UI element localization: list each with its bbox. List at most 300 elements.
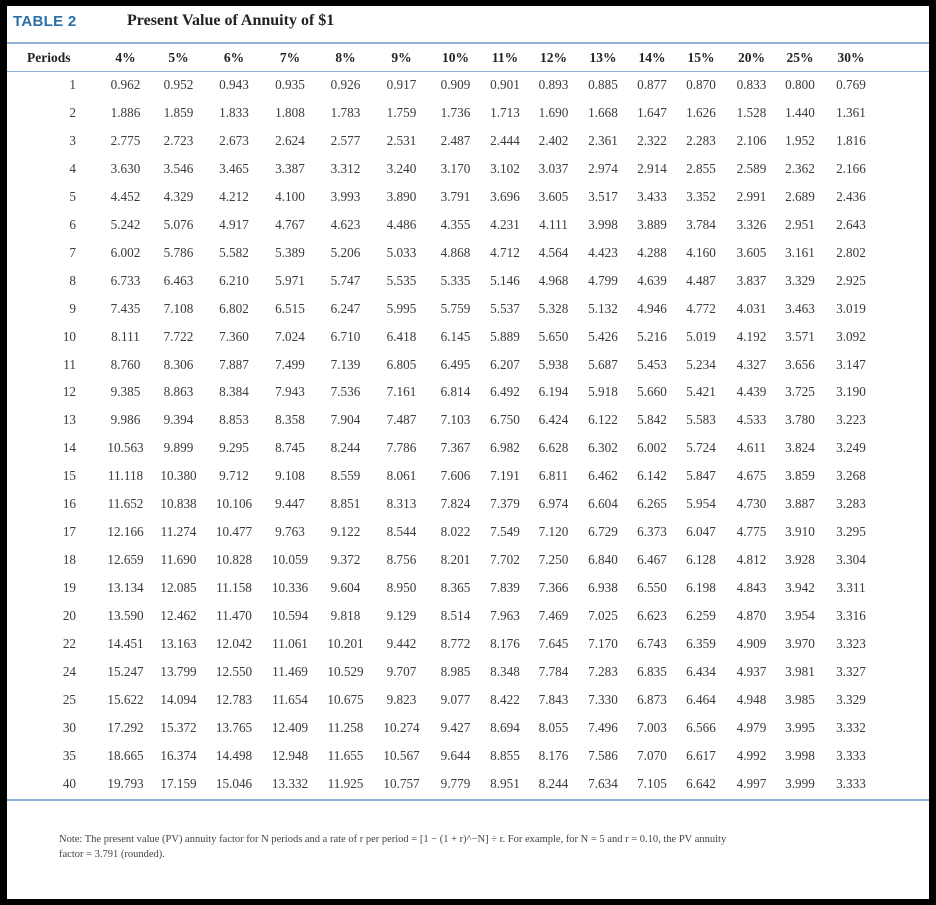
factor-cell: 4.992 [736, 747, 767, 763]
factor-cell: 11.925 [327, 775, 364, 791]
factor-cell: 6.142 [637, 468, 667, 484]
factor-cell: 7.360 [219, 328, 249, 344]
factor-cell: 6.642 [686, 775, 716, 791]
factor-cell: 12.085 [160, 580, 197, 596]
factor-cell: 2.723 [163, 132, 194, 148]
factor-cell: 6.122 [588, 412, 618, 428]
factor-cell: 3.605 [736, 244, 767, 260]
factor-cell: 12.166 [107, 524, 144, 540]
factor-cell: 2.643 [836, 216, 866, 232]
table-row [7, 351, 879, 379]
factor-cell: 4.231 [490, 216, 520, 232]
factor-cell: 5.146 [490, 272, 520, 288]
factor-cell: 5.889 [490, 328, 520, 344]
column-header-rate: 14% [638, 49, 666, 65]
factor-cell: 4.611 [736, 440, 767, 456]
factor-cell: 4.767 [275, 216, 305, 232]
factor-cell: 3.352 [686, 188, 716, 204]
factor-cell: 12.462 [160, 608, 197, 624]
factor-cell: 9.763 [275, 524, 305, 540]
factor-cell: 2.951 [785, 216, 815, 232]
bottom-rule [7, 799, 929, 801]
factor-cell: 7.536 [330, 384, 361, 400]
factor-cell: 3.630 [110, 160, 141, 176]
factor-cell: 0.943 [219, 76, 249, 92]
factor-cell: 6.145 [440, 328, 471, 344]
column-header-rate: 20% [738, 49, 765, 65]
factor-cell: 7.702 [490, 552, 520, 568]
factor-cell: 5.759 [440, 300, 471, 316]
factor-cell: 7.606 [440, 468, 471, 484]
factor-cell: 9.077 [440, 691, 471, 707]
factor-cell: 1.859 [163, 104, 194, 120]
factor-cell: 1.808 [275, 104, 305, 120]
factor-cell: 4.772 [686, 300, 716, 316]
factor-cell: 0.952 [163, 76, 194, 92]
table-row [7, 490, 879, 518]
factor-cell: 5.660 [637, 384, 667, 400]
factor-cell: 3.316 [836, 608, 866, 624]
factor-cell: 7.963 [490, 608, 520, 624]
column-header-rate: 12% [540, 49, 567, 65]
factor-cell: 6.002 [110, 244, 141, 260]
factor-cell: 1.952 [785, 132, 815, 148]
factor-cell: 12.042 [215, 636, 253, 652]
factor-cell: 1.626 [686, 104, 716, 120]
column-header-rate: 15% [687, 49, 715, 65]
factor-cell: 9.108 [275, 468, 305, 484]
factor-cell: 6.373 [637, 524, 667, 540]
factor-cell: 11.061 [272, 636, 308, 652]
factor-cell: 5.206 [330, 244, 361, 260]
factor-cell: 4.486 [386, 216, 417, 232]
factor-cell: 8.306 [163, 356, 194, 372]
factor-cell: 11.118 [107, 468, 144, 484]
factor-cell: 8.559 [330, 468, 361, 484]
factor-cell: 6.628 [538, 440, 569, 456]
factor-cell: 1.361 [836, 104, 866, 120]
factor-cell: 3.295 [836, 524, 866, 540]
factor-cell: 4.160 [686, 244, 716, 260]
factor-cell: 5.918 [588, 384, 618, 400]
factor-cell: 9.823 [386, 691, 417, 707]
factor-cell: 3.889 [637, 216, 667, 232]
factor-cell: 14.498 [215, 747, 253, 763]
table-row [7, 658, 879, 686]
factor-cell: 5.453 [637, 356, 667, 372]
factor-cell: 8.313 [386, 496, 417, 512]
factor-cell: 7.103 [440, 412, 471, 428]
factor-cell: 3.312 [330, 160, 361, 176]
factor-cell: 2.166 [836, 160, 866, 176]
footnote-line-2: factor = 3.791 (rounded). [59, 849, 165, 860]
factor-cell: 5.724 [686, 440, 716, 456]
factor-cell: 4.946 [637, 300, 667, 316]
period-cell: 10 [62, 328, 76, 344]
factor-cell: 8.422 [490, 691, 520, 707]
factor-cell: 4.917 [219, 216, 249, 232]
factor-cell: 8.855 [490, 747, 520, 763]
factor-cell: 3.387 [275, 160, 305, 176]
factor-cell: 8.244 [330, 440, 361, 456]
factor-cell: 5.426 [588, 328, 618, 344]
factor-cell: 3.859 [785, 468, 815, 484]
factor-cell: 2.802 [836, 244, 866, 260]
factor-cell: 2.624 [275, 132, 305, 148]
table-row [7, 434, 879, 462]
factor-cell: 15.622 [107, 691, 144, 707]
factor-cell: 2.362 [785, 160, 815, 176]
period-cell: 30 [62, 719, 76, 735]
factor-cell: 5.335 [440, 272, 471, 288]
factor-cell: 19.793 [107, 775, 144, 791]
factor-cell: 4.730 [736, 496, 767, 512]
factor-cell: 2.106 [736, 132, 767, 148]
factor-cell: 9.427 [440, 719, 471, 735]
factor-cell: 5.847 [686, 468, 716, 484]
factor-cell: 3.998 [785, 747, 815, 763]
factor-cell: 4.979 [736, 719, 767, 735]
factor-cell: 7.469 [538, 608, 569, 624]
factor-cell: 6.467 [637, 552, 667, 568]
factor-cell: 4.712 [490, 244, 520, 260]
factor-cell: 7.496 [588, 719, 618, 735]
factor-cell: 3.998 [588, 216, 618, 232]
factor-cell: 11.470 [216, 608, 252, 624]
factor-cell: 3.993 [330, 188, 361, 204]
factor-cell: 4.564 [538, 244, 569, 260]
table-row [7, 239, 879, 267]
factor-cell: 2.689 [785, 188, 815, 204]
table-row [7, 155, 879, 183]
factor-cell: 5.389 [275, 244, 305, 260]
factor-cell: 0.935 [275, 76, 305, 92]
factor-cell: 4.327 [736, 356, 767, 372]
factor-cell: 7.250 [538, 552, 569, 568]
factor-cell: 6.198 [686, 580, 716, 596]
factor-cell: 2.974 [588, 160, 618, 176]
factor-cell: 10.828 [215, 552, 253, 568]
factor-cell: 5.583 [686, 412, 716, 428]
table-row [7, 127, 879, 155]
factor-cell: 3.327 [836, 663, 866, 679]
factor-cell: 8.863 [163, 384, 194, 400]
factor-cell: 12.409 [271, 719, 309, 735]
factor-cell: 3.970 [785, 636, 815, 652]
table-row [7, 714, 879, 742]
factor-cell: 2.589 [736, 160, 767, 176]
factor-cell: 6.938 [588, 580, 618, 596]
factor-cell: 3.605 [538, 188, 569, 204]
factor-cell: 7.161 [386, 384, 417, 400]
factor-cell: 7.367 [440, 440, 471, 456]
column-header-rate: 4% [115, 49, 136, 65]
factor-cell: 9.129 [386, 608, 417, 624]
factor-cell: 6.424 [538, 412, 569, 428]
factor-cell: 0.893 [538, 76, 569, 92]
factor-cell: 6.733 [110, 272, 141, 288]
column-header-periods: Periods [27, 49, 71, 65]
table-row [7, 183, 879, 211]
factor-cell: 1.647 [637, 104, 667, 120]
factor-cell: 3.465 [219, 160, 249, 176]
factor-cell: 9.442 [386, 636, 417, 652]
factor-cell: 8.756 [386, 552, 417, 568]
factor-cell: 10.529 [327, 663, 364, 679]
factor-cell: 10.757 [383, 775, 420, 791]
column-header-rate: 10% [442, 49, 469, 65]
factor-cell: 7.722 [163, 328, 194, 344]
factor-cell: 8.853 [219, 412, 249, 428]
factor-cell: 6.463 [163, 272, 194, 288]
factor-cell: 3.696 [490, 188, 520, 204]
factor-cell: 8.745 [275, 440, 305, 456]
factor-cell: 10.106 [215, 496, 253, 512]
factor-cell: 4.775 [736, 524, 767, 540]
factor-cell: 8.544 [386, 524, 417, 540]
factor-cell: 6.566 [686, 719, 716, 735]
period-cell: 18 [62, 552, 76, 568]
factor-cell: 6.835 [637, 663, 667, 679]
factor-cell: 3.332 [836, 719, 866, 735]
factor-cell: 6.604 [588, 496, 618, 512]
table-row [7, 546, 879, 574]
factor-cell: 15.247 [107, 663, 144, 679]
factor-cell: 4.843 [736, 580, 767, 596]
factor-cell: 7.824 [440, 496, 471, 512]
factor-cell: 4.675 [736, 468, 767, 484]
factor-cell: 9.447 [275, 496, 305, 512]
table-row [7, 378, 879, 406]
factor-cell: 1.736 [440, 104, 471, 120]
factor-cell: 3.517 [588, 188, 618, 204]
factor-cell: 4.329 [163, 188, 194, 204]
factor-cell: 11.654 [272, 691, 308, 707]
factor-cell: 7.003 [637, 719, 667, 735]
factor-cell: 2.991 [736, 188, 767, 204]
factor-cell: 4.031 [736, 300, 767, 316]
factor-cell: 0.962 [110, 76, 141, 92]
factor-cell: 7.784 [538, 663, 569, 679]
table-row [7, 686, 879, 714]
table-row [7, 742, 879, 770]
table-row [7, 406, 879, 434]
factor-cell: 9.644 [440, 747, 471, 763]
factor-cell: 3.928 [785, 552, 815, 568]
factor-cell: 2.673 [219, 132, 249, 148]
factor-cell: 3.268 [836, 468, 866, 484]
factor-cell: 7.283 [588, 663, 618, 679]
factor-cell: 7.645 [538, 636, 569, 652]
factor-cell: 5.650 [538, 328, 569, 344]
factor-cell: 10.563 [107, 440, 144, 456]
factor-cell: 3.995 [785, 719, 815, 735]
factor-cell: 7.191 [490, 468, 520, 484]
factor-cell: 7.105 [637, 775, 667, 791]
factor-cell: 3.019 [836, 300, 866, 316]
factor-cell: 13.163 [160, 636, 197, 652]
period-cell: 2 [69, 104, 76, 120]
factor-cell: 8.055 [538, 719, 569, 735]
factor-cell: 5.216 [637, 328, 667, 344]
factor-cell: 10.838 [160, 496, 197, 512]
table-header-row [7, 44, 879, 71]
period-cell: 16 [62, 496, 76, 512]
factor-cell: 6.550 [637, 580, 667, 596]
factor-cell: 5.019 [686, 328, 716, 344]
factor-cell: 10.274 [383, 719, 420, 735]
factor-cell: 8.061 [386, 468, 417, 484]
factor-cell: 1.886 [110, 104, 141, 120]
factor-cell: 3.890 [386, 188, 417, 204]
period-cell: 6 [69, 216, 76, 232]
factor-cell: 1.713 [490, 104, 520, 120]
factor-cell: 10.567 [383, 747, 420, 763]
factor-cell: 7.586 [588, 747, 618, 763]
factor-cell: 11.469 [272, 663, 308, 679]
factor-cell: 8.384 [219, 384, 249, 400]
footnote [59, 832, 859, 862]
factor-cell: 6.207 [490, 356, 520, 372]
factor-cell: 7.070 [637, 747, 667, 763]
table-row [7, 630, 879, 658]
table-row [7, 211, 879, 239]
factor-cell: 4.870 [736, 608, 767, 624]
factor-cell: 13.765 [215, 719, 253, 735]
factor-cell: 2.436 [836, 188, 866, 204]
factor-cell: 3.942 [785, 580, 815, 596]
column-header-rate: 8% [335, 49, 356, 65]
factor-cell: 5.234 [686, 356, 716, 372]
factor-cell: 4.948 [736, 691, 767, 707]
factor-cell: 4.997 [736, 775, 767, 791]
factor-cell: 11.652 [107, 496, 144, 512]
factor-cell: 0.885 [588, 76, 618, 92]
factor-cell: 0.877 [637, 76, 667, 92]
factor-cell: 8.244 [538, 775, 569, 791]
factor-cell: 3.092 [836, 328, 866, 344]
period-cell: 20 [62, 608, 76, 624]
factor-cell: 9.986 [110, 412, 141, 428]
factor-cell: 1.690 [538, 104, 569, 120]
factor-cell: 0.833 [736, 76, 767, 92]
factor-cell: 5.033 [386, 244, 417, 260]
factor-cell: 5.995 [386, 300, 417, 316]
factor-cell: 9.122 [330, 524, 361, 540]
factor-cell: 7.549 [490, 524, 520, 540]
factor-cell: 5.971 [275, 272, 305, 288]
factor-cell: 5.535 [386, 272, 417, 288]
factor-cell: 8.851 [330, 496, 361, 512]
table-row [7, 323, 879, 351]
factor-cell: 8.365 [440, 580, 471, 596]
factor-cell: 3.954 [785, 608, 815, 624]
factor-cell: 4.439 [736, 384, 767, 400]
factor-cell: 4.868 [440, 244, 471, 260]
factor-cell: 2.283 [686, 132, 716, 148]
factor-cell: 10.594 [271, 608, 309, 624]
factor-cell: 2.577 [330, 132, 361, 148]
factor-cell: 3.147 [836, 356, 866, 372]
factor-cell: 5.242 [110, 216, 141, 232]
factor-cell: 6.802 [219, 300, 249, 316]
factor-cell: 8.022 [440, 524, 471, 540]
factor-cell: 3.323 [836, 636, 866, 652]
factor-cell: 9.899 [163, 440, 194, 456]
factor-cell: 3.190 [836, 384, 866, 400]
factor-cell: 7.108 [163, 300, 194, 316]
table-row [7, 574, 879, 602]
column-header-rate: 11% [491, 49, 519, 65]
factor-cell: 3.311 [836, 580, 866, 596]
factor-cell: 8.201 [440, 552, 471, 568]
factor-cell: 3.333 [836, 747, 866, 763]
factor-cell: 3.571 [785, 328, 815, 344]
factor-cell: 6.623 [637, 608, 667, 624]
factor-cell: 7.943 [275, 384, 305, 400]
factor-cell: 13.590 [107, 608, 144, 624]
factor-cell: 6.617 [686, 747, 716, 763]
document-page [7, 6, 929, 899]
factor-cell: 6.729 [588, 524, 618, 540]
factor-cell: 6.750 [490, 412, 520, 428]
factor-cell: 3.999 [785, 775, 815, 791]
factor-cell: 18.665 [107, 747, 144, 763]
factor-cell: 5.747 [330, 272, 361, 288]
factor-cell: 3.283 [836, 496, 866, 512]
factor-cell: 3.463 [785, 300, 815, 316]
table-row [7, 99, 879, 127]
table-row [7, 770, 879, 798]
column-header-rate: 7% [279, 49, 301, 65]
factor-cell: 8.772 [440, 636, 471, 652]
factor-cell: 5.954 [686, 496, 716, 512]
factor-cell: 14.451 [107, 636, 144, 652]
factor-cell: 4.812 [736, 552, 767, 568]
factor-cell: 5.328 [538, 300, 569, 316]
factor-cell: 4.452 [110, 188, 141, 204]
footnote-line-1: Note: The present value (PV) annuity factor for N periods and a rate of r per period = [1 − (1 + r)^−N] ÷ r. For example, for N = 5 and r = 0.10, the PV annuity [59, 834, 727, 845]
factor-cell: 1.833 [219, 104, 249, 120]
period-cell: 4 [69, 160, 76, 176]
factor-cell: 3.304 [836, 552, 866, 568]
factor-cell: 12.783 [215, 691, 253, 707]
factor-cell: 6.840 [588, 552, 618, 568]
factor-cell: 9.604 [330, 580, 361, 596]
factor-cell: 4.192 [736, 328, 767, 344]
factor-cell: 1.440 [785, 104, 815, 120]
factor-cell: 17.159 [160, 775, 197, 791]
table-row [7, 518, 879, 546]
factor-cell: 13.799 [160, 663, 197, 679]
factor-cell: 4.799 [588, 272, 618, 288]
factor-cell: 0.870 [686, 76, 716, 92]
factor-cell: 10.380 [160, 468, 197, 484]
title-bar [7, 6, 929, 38]
factor-cell: 3.910 [785, 524, 815, 540]
factor-cell: 6.873 [637, 691, 667, 707]
factor-cell: 2.487 [440, 132, 471, 148]
factor-cell: 6.247 [330, 300, 361, 316]
factor-cell: 6.974 [538, 496, 569, 512]
factor-cell: 7.634 [588, 775, 618, 791]
factor-cell: 9.779 [440, 775, 471, 791]
factor-cell: 7.839 [490, 580, 520, 596]
factor-cell: 4.355 [440, 216, 471, 232]
period-cell: 11 [63, 356, 76, 372]
factor-cell: 0.769 [836, 76, 866, 92]
factor-cell: 3.223 [836, 412, 866, 428]
